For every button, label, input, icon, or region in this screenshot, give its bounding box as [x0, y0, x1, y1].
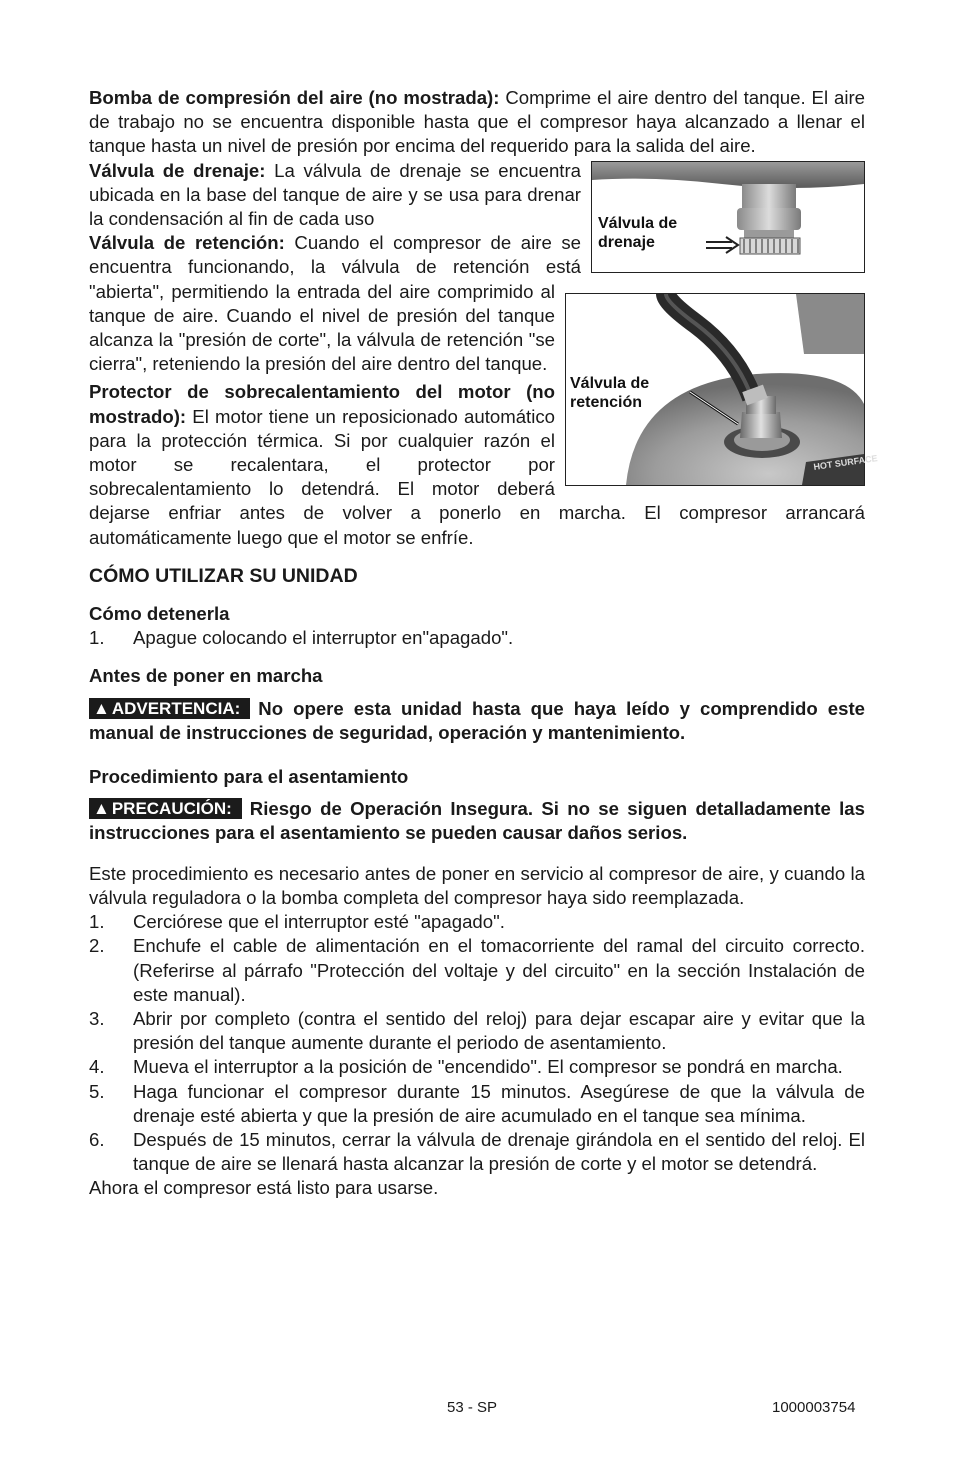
warning-block	[89, 697, 865, 745]
warning-text: No opere esta unidad hasta que haya leído y comprendido este manual de instrucciones de seguridad, operación y mantenimiento.	[89, 697, 865, 743]
step-number: 6.	[89, 1128, 105, 1150]
caution-badge	[89, 798, 242, 819]
caution-block	[89, 797, 865, 845]
desc-check-valve: Cuando el compresor de aire se encuentra funcionando, la válvula de retención está "abierta", permitiendo la entrada del aire comprimido al tanque de aire. Cuando el nivel de presión del tanque alcanza la "presión de corte", la válvula de retención "se cierra", reteniendo la presión del aire dentro del tanque.	[89, 232, 581, 375]
paragraph-air-pump	[89, 86, 865, 159]
term-air-pump: Bomba de compresión del aire (no mostrada):	[89, 87, 500, 108]
list-item	[89, 934, 865, 1007]
page-number: 53 - SP	[447, 1399, 498, 1416]
step-number: 4.	[89, 1056, 105, 1078]
page-content	[89, 86, 879, 1201]
check-valve-label-line1: Válvula de	[570, 374, 650, 392]
step-number: 1.	[89, 911, 105, 933]
term-check-valve: Válvula de retención:	[89, 232, 285, 254]
term-thermal-protector: Protector de sobrecalentamiento del motor (no mostrado):	[89, 381, 555, 427]
subheading-stop: Cómo detenerla	[89, 603, 230, 625]
subheading-break-in: Procedimiento para el asentamiento	[89, 766, 409, 788]
warning-badge	[89, 698, 250, 719]
step-number: 1.	[89, 627, 105, 649]
check-valve-label-line2: retención	[570, 393, 643, 411]
caution-triangle-icon: ▲	[93, 799, 110, 819]
step-number: 5.	[89, 1080, 105, 1102]
step-text: Haga funcionar el compresor durante 15 minutos. Asegúrese de que la válvula de drenaje esté abierta y que la presión de aire acumulado en el tanque sea mínima.	[133, 1080, 865, 1126]
desc-drain-valve: La válvula de drenaje se encuentra ubicada en la base del tanque de aire y se usa para drenar la condensación al fin de cada uso	[89, 159, 582, 230]
step-text: Después de 15 minutos, cerrar la válvula de drenaje girándola en el sentido del reloj. El tanque de aire se llenará hasta alcanzar la presión de corte y el motor se detendrá.	[133, 1128, 865, 1175]
step-text: Enchufe el cable de alimentación en el tomacorriente del ramal del circuito correcto. (Referirse al párrafo "Protección del voltaje y del circuito" en la sección Instalación de este manual).	[133, 935, 865, 1005]
stop-steps-list	[89, 626, 865, 650]
list-item	[89, 1128, 865, 1176]
break-in-steps-list	[89, 910, 865, 1176]
hot-surface-decal: HOT SURFACE	[812, 452, 879, 472]
drain-valve-label	[598, 214, 677, 252]
check-valve-label	[570, 374, 649, 412]
step-text: Apague colocando el interruptor en"apagado".	[133, 627, 514, 649]
list-item	[89, 910, 865, 934]
document-number: 1000003754	[772, 1399, 856, 1416]
break-in-intro: Este procedimiento es necesario antes de poner en servicio al compresor de aire, y cuando la válvula reguladora o la bomba completa del compresor haya sido reemplazada.	[89, 862, 865, 908]
drain-valve-label-line2: drenaje	[598, 233, 655, 251]
term-drain-valve: Válvula de drenaje:	[89, 159, 266, 181]
desc-air-pump: Comprime el aire dentro del tanque. El aire de trabajo no se encuentra disponible hasta que el compresor haya alcanzado a llenar el tanque hasta un nivel de presión por encima del requerido para la salida del aire.	[89, 87, 865, 157]
drain-valve-label-line1: Válvula de	[598, 214, 678, 232]
figure-check-valve	[565, 293, 879, 486]
warning-triangle-icon: ▲	[93, 698, 110, 718]
list-item	[89, 626, 865, 650]
step-text: Mueva el interruptor a la posición de "encendido". El compresor se pondrá en marcha.	[133, 1056, 843, 1078]
desc-thermal-protector: El motor tiene un reposicionado automático para la protección térmica. Si por cualquier razón el motor se recalentara, el protector por sobrecalentamiento lo detendrá. El motor deberá dejarse enfriar antes de volver a ponerlo en marcha. El compresor arrancará automáticamente luego que el motor se enfríe.	[89, 405, 865, 548]
step-number: 2.	[89, 935, 105, 957]
section-title: CÓMO UTILIZAR SU UNIDAD	[89, 564, 358, 587]
closing-line: Ahora el compresor está listo para usarse.	[89, 1177, 439, 1199]
list-item	[89, 1007, 865, 1055]
list-item	[89, 1055, 865, 1079]
caution-text: Riesgo de Operación Insegura. Si no se siguen detalladamente las instrucciones para el asentamiento se pueden causar daños serios.	[89, 798, 865, 844]
step-text: Cerciórese que el interruptor esté "apagado".	[133, 911, 505, 933]
warning-badge-label: ADVERTENCIA:	[111, 698, 241, 718]
step-text: Abrir por completo (contra el sentido del reloj) para dejar escapar aire y evitar que la presión del tanque aumente durante el periodo de asentamiento.	[133, 1007, 865, 1054]
list-item	[89, 1080, 865, 1128]
subheading-before-start: Antes de poner en marcha	[89, 665, 323, 687]
figure-drain-valve	[591, 161, 865, 273]
step-number: 3.	[89, 1007, 105, 1029]
caution-badge-label: PRECAUCIÓN:	[111, 799, 232, 819]
